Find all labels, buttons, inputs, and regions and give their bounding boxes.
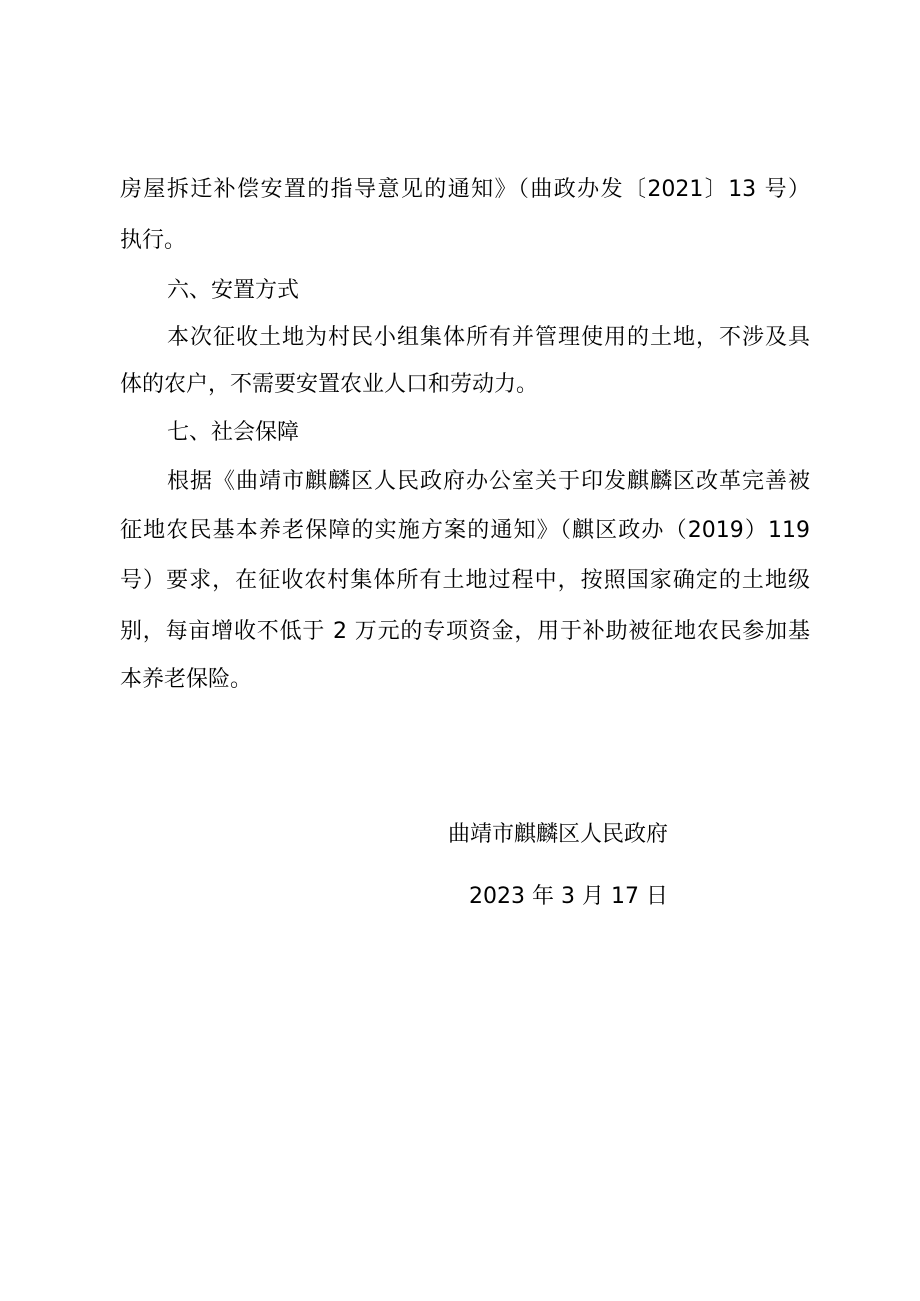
signature-organization: 曲靖市麒麟区人民政府: [447, 822, 668, 847]
body-line-11: 本养老保险。: [120, 667, 253, 692]
body-line-5: 体的农户，不需要安置农业人口和劳动力。: [120, 372, 539, 397]
body-line-1: 房屋拆迁补偿安置的指导意见的通知》（曲政办发〔2021〕13 号）: [120, 177, 810, 202]
body-line-2: 执行。: [120, 228, 187, 253]
signature-date: 2023 年 3 月 17 日: [469, 884, 668, 909]
section-heading-placement: 六、安置方式: [167, 278, 300, 303]
body-line-10: 别，每亩增收不低于 2 万元的专项资金，用于补助被征地农民参加基: [120, 619, 810, 644]
body-line-7: 根据《曲靖市麒麟区人民政府办公室关于印发麒麟区改革完善被: [167, 469, 810, 494]
body-line-9: 号）要求，在征收农村集体所有土地过程中，按照国家确定的土地级: [120, 568, 810, 593]
body-line-8: 征地农民基本养老保障的实施方案的通知》（麒区政办（2019）119: [120, 518, 810, 543]
body-line-4: 本次征收土地为村民小组集体所有并管理使用的土地，不涉及具: [167, 325, 810, 350]
section-heading-social-security: 七、社会保障: [167, 420, 300, 445]
